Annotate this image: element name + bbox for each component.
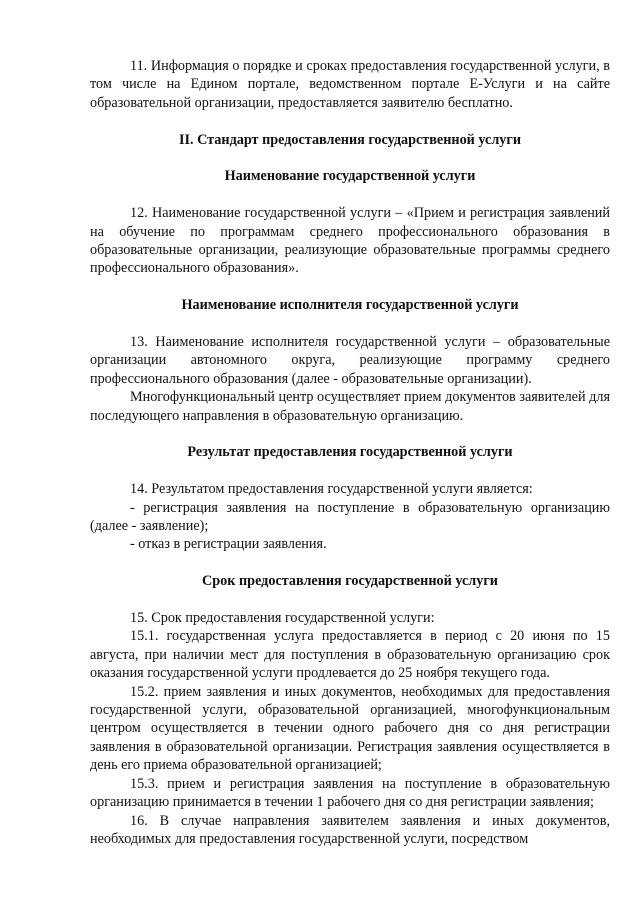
paragraph-13: 13. Наименование исполнителя государственной услуги – образовательные организации автономного округа, реализующие программу среднего профессионального образования (далее - образовательные организации). — [90, 334, 610, 387]
document-page — [90, 57, 610, 848]
paragraph-15-1: 15.1. государственная услуга предоставляется в период с 20 июня по 15 августа, при наличии мест для поступления в образовательную организацию срок оказания государственной услуги продлевается до 25 ноября текущего года. — [90, 628, 610, 682]
heading-service-term: Срок предоставления государственной услуги — [202, 573, 498, 590]
paragraph-11: 11. Информация о порядке и сроках предоставления государственной услуги, в том числе на Едином портале, ведомственном портале Е-Услуги и на сайте образовательной организации, предоставляется заявителю бесплатно. — [90, 58, 610, 111]
section-title-standard: II. Стандарт предоставления государственной услуги — [178, 131, 522, 148]
paragraph-15-3: 15.3. прием и регистрация заявления на поступление в образовательную организацию принимается в течении 1 рабочего дня со дня регистрации заявления; — [90, 775, 610, 811]
paragraph-16: 16. В случае направления заявителем заявления и иных документов, необходимых для предоставления государственной услуги, посредством — [90, 812, 610, 847]
paragraph-13-mfc: Многофункциональный центр осуществляет прием документов заявителей для последующего направления в образовательную организацию. — [90, 389, 610, 424]
paragraph-14: 14. Результатом предоставления государственной услуги является: — [130, 481, 533, 498]
heading-service-result: Результат предоставления государственной услуги — [187, 444, 513, 461]
paragraph-15: 15. Срок предоставления государственной услуги: — [130, 610, 435, 627]
paragraph-12: 12. Наименование государственной услуги – «Прием и регистрация заявлений на обучение по программам среднего профессионального образования в образовательные организации, реализующие образовательные программы среднего профессионального образования». — [90, 205, 610, 277]
result-item-refusal: - отказ в регистрации заявления. — [130, 536, 327, 553]
paragraph-15-2: 15.2. прием заявления и иных документов, необходимых для предоставления государственной услуги, образовательной организацией, многофункциональным центром осуществляется в течении одного рабочего дня со дня регистрации заявления в образовательной организации. Регистрация заявления осуществляется в день его приема образовательной организацией; — [90, 683, 610, 774]
result-item-registration: - регистрация заявления на поступление в образовательную организацию (далее - заявление); — [90, 499, 610, 535]
heading-executor-name: Наименование исполнителя государственной услуги — [181, 297, 519, 314]
heading-service-name: Наименование государственной услуги — [224, 168, 476, 185]
